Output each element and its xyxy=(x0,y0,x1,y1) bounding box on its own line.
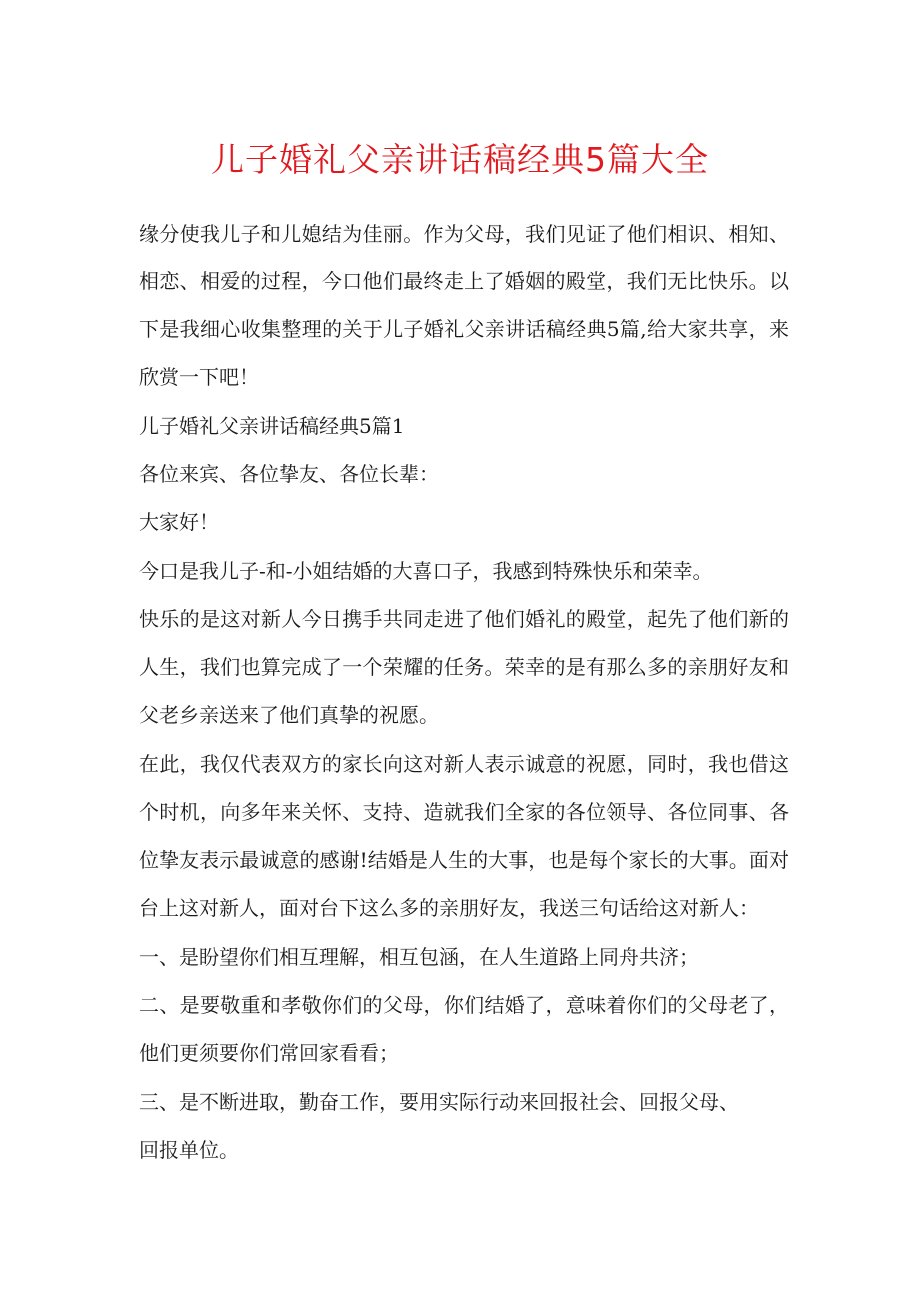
salutation: 各位来宾、各位挚友、各位长辈： xyxy=(139,462,439,486)
greeting: 大家好！ xyxy=(139,510,219,534)
body-line: 台上这对新人，面对台下这么多的亲朋好友，我送三句话给这对新人： xyxy=(139,896,759,920)
body-line: 位挚友表示最诚意的感谢!结婚是人生的大事，也是每个家长的大事。面对 xyxy=(139,848,789,872)
body-line: 缘分使我儿子和儿媳结为佳丽。作为父母，我们见证了他们相识、相知、 xyxy=(139,222,789,246)
body-line: 人生，我们也算完成了一个荣耀的任务。荣幸的是有那么多的亲朋好友和 xyxy=(139,655,789,679)
list-item-2: 二、是要敬重和孝敬你们的父母，你们结婚了，意味着你们的父母老了， xyxy=(139,993,789,1017)
list-item-2-continued: 他们更须要你们常回家看看； xyxy=(139,1041,399,1065)
body-line: 快乐的是这对新人今日携手共同走进了他们婚礼的殿堂，起先了他们新的 xyxy=(139,607,789,631)
body-line: 在此，我仅代表双方的家长向这对新人表示诚意的祝愿，同时，我也借这 xyxy=(139,752,789,776)
body-line: 下是我细心收集整理的关于儿子婚礼父亲讲话稿经典5篇,给大家共享，来 xyxy=(139,317,789,341)
list-item-3-continued: 回报单位。 xyxy=(139,1138,239,1162)
list-item-3: 三、是不断进取，勤奋工作，要用实际行动来回报社会、回报父母、 xyxy=(139,1090,739,1114)
body-line: 个时机，向多年来关怀、支持、造就我们全家的各位领导、各位同事、各 xyxy=(139,800,789,824)
document-title: 儿子婚礼父亲讲话稿经典5篇大全 xyxy=(211,140,709,179)
list-item-1: 一、是盼望你们相互理解，相互包涵，在人生道路上同舟共济； xyxy=(139,945,699,969)
body-line: 相恋、相爱的过程，今口他们最终走上了婚姻的殿堂，我们无比快乐。以 xyxy=(139,269,789,293)
body-line: 欣赏一下吧！ xyxy=(139,365,259,389)
body-line: 今口是我儿子-和-小姐结婚的大喜口子，我感到特殊快乐和荣幸。 xyxy=(139,559,713,583)
section-heading: 儿子婚礼父亲讲话稿经典5篇1 xyxy=(139,414,405,438)
body-line: 父老乡亲送来了他们真挚的祝愿。 xyxy=(139,703,439,727)
